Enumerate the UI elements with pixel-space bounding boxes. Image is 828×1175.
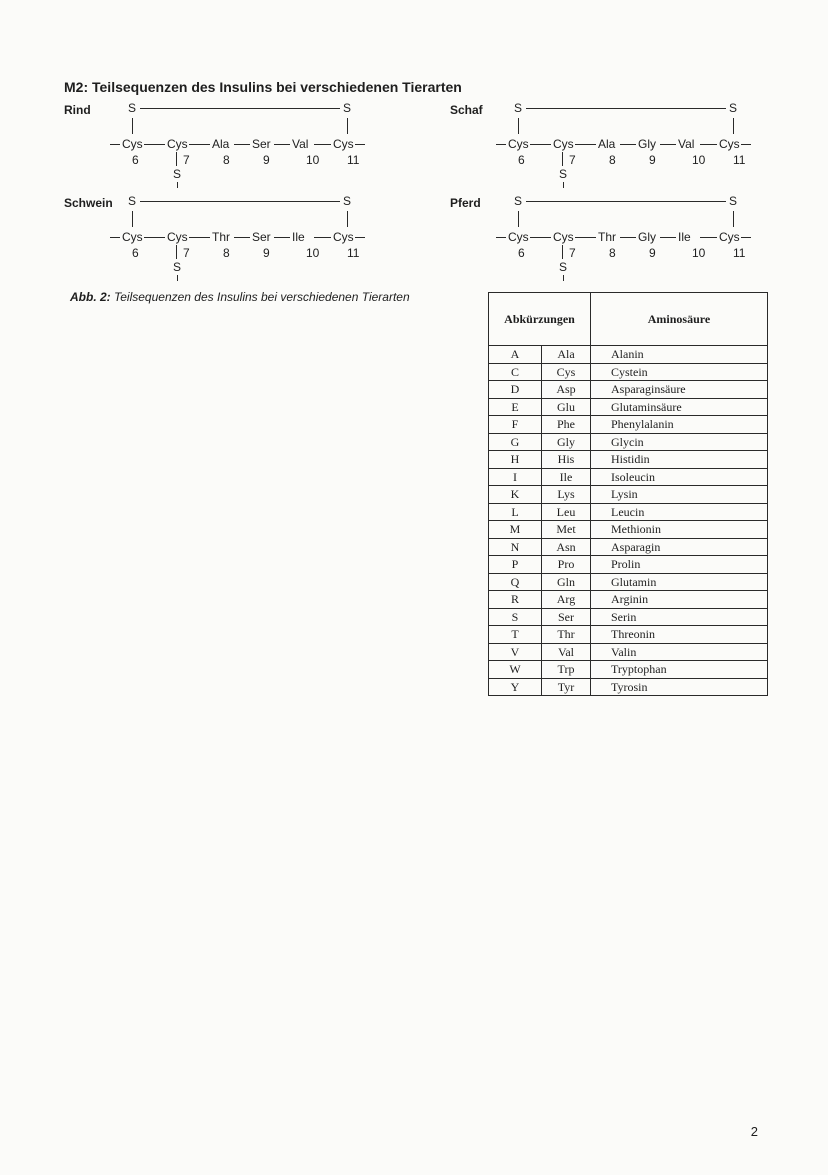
figure-caption <box>70 290 410 304</box>
position-number: 7 <box>183 246 190 260</box>
bond-line <box>518 118 519 134</box>
peptide-bond <box>274 237 290 238</box>
peptide-bond <box>741 144 751 145</box>
residue: Ile <box>292 230 305 244</box>
peptide-bond <box>660 237 676 238</box>
bond-line <box>563 275 564 281</box>
three-letter-code: Cys <box>542 363 591 381</box>
residue: Gly <box>638 230 656 244</box>
residue: Cys <box>167 137 188 151</box>
amino-acid-table <box>488 292 768 696</box>
peptide-bond <box>620 237 636 238</box>
table-row <box>489 363 768 381</box>
peptide-bond <box>496 237 506 238</box>
table-header-row <box>489 293 768 346</box>
one-letter-code: C <box>489 363 542 381</box>
three-letter-code: Ala <box>542 346 591 364</box>
peptide-bond <box>355 144 365 145</box>
peptide-bond <box>496 144 506 145</box>
residue: Cys <box>719 230 740 244</box>
peptide-bond <box>314 237 331 238</box>
sulfur-atom: S <box>128 101 137 115</box>
sulfur-atom: S <box>559 260 568 274</box>
one-letter-code: F <box>489 416 542 434</box>
sulfur-atom: S <box>559 167 568 181</box>
one-letter-code: W <box>489 661 542 679</box>
table-row <box>489 661 768 679</box>
position-number: 6 <box>132 246 139 260</box>
bond-line <box>518 211 519 227</box>
residue: Cys <box>122 230 143 244</box>
position-number: 8 <box>223 153 230 167</box>
table-row <box>489 398 768 416</box>
animal-label: Schwein <box>64 196 113 210</box>
amino-acid-name: Phenylalanin <box>591 416 768 434</box>
peptide-bond <box>660 144 676 145</box>
three-letter-code: Ile <box>542 468 591 486</box>
residue: Ala <box>212 137 230 151</box>
one-letter-code: G <box>489 433 542 451</box>
sulfur-atom: S <box>343 101 352 115</box>
amino-acid-name: Isoleucin <box>591 468 768 486</box>
three-letter-code: Gly <box>542 433 591 451</box>
table-row <box>489 468 768 486</box>
position-number: 6 <box>132 153 139 167</box>
amino-acid-table-container <box>488 292 768 696</box>
one-letter-code: L <box>489 503 542 521</box>
table-row <box>489 521 768 539</box>
three-letter-code: Pro <box>542 556 591 574</box>
bond-line <box>176 152 177 166</box>
amino-acid-name: Alanin <box>591 346 768 364</box>
three-letter-code: Gln <box>542 573 591 591</box>
residue: Cys <box>553 230 574 244</box>
table-row <box>489 433 768 451</box>
sequence-pferd <box>446 193 746 293</box>
peptide-bond <box>189 237 210 238</box>
three-letter-code: Thr <box>542 626 591 644</box>
peptide-bond <box>144 144 165 145</box>
one-letter-code: H <box>489 451 542 469</box>
three-letter-code: Lys <box>542 486 591 504</box>
amino-acid-name: Threonin <box>591 626 768 644</box>
three-letter-code: Val <box>542 643 591 661</box>
bond-line <box>562 245 563 259</box>
bond-line <box>132 118 133 134</box>
table-row <box>489 591 768 609</box>
animal-label: Rind <box>64 103 91 117</box>
peptide-bond <box>530 144 551 145</box>
residue: Val <box>678 137 695 151</box>
amino-acid-name: Leucin <box>591 503 768 521</box>
bond-line <box>563 182 564 188</box>
bond-line <box>177 182 178 188</box>
one-letter-code: I <box>489 468 542 486</box>
disulfide-bridge-line <box>140 201 340 202</box>
position-number: 6 <box>518 246 525 260</box>
figure-caption-label: Abb. 2: <box>70 290 111 304</box>
disulfide-bridge-line <box>140 108 340 109</box>
table-row <box>489 503 768 521</box>
residue: Cys <box>719 137 740 151</box>
position-number: 9 <box>263 153 270 167</box>
animal-label: Pferd <box>450 196 481 210</box>
table-row <box>489 416 768 434</box>
table-row <box>489 573 768 591</box>
peptide-bond <box>575 144 596 145</box>
amino-acid-name: Glycin <box>591 433 768 451</box>
sulfur-atom: S <box>173 260 182 274</box>
residue: Ile <box>678 230 691 244</box>
amino-acid-name: Methionin <box>591 521 768 539</box>
three-letter-code: Trp <box>542 661 591 679</box>
residue: Gly <box>638 137 656 151</box>
position-number: 9 <box>263 246 270 260</box>
one-letter-code: E <box>489 398 542 416</box>
amino-acid-name: Glutaminsäure <box>591 398 768 416</box>
three-letter-code: Ser <box>542 608 591 626</box>
table-row <box>489 451 768 469</box>
page-number: 2 <box>750 1124 758 1139</box>
peptide-bond <box>234 237 250 238</box>
figure-caption-text: Teilsequenzen des Insulins bei verschiedenen Tierarten <box>114 290 410 304</box>
three-letter-code: Asn <box>542 538 591 556</box>
amino-acid-name: Cystein <box>591 363 768 381</box>
position-number: 10 <box>692 153 706 167</box>
one-letter-code: N <box>489 538 542 556</box>
bond-line <box>733 118 734 134</box>
three-letter-code: Leu <box>542 503 591 521</box>
peptide-bond <box>234 144 250 145</box>
position-number: 8 <box>609 246 616 260</box>
three-letter-code: Arg <box>542 591 591 609</box>
header-abbreviations: Abkürzungen <box>489 293 591 346</box>
table-body <box>489 346 768 696</box>
header-amino-acid: Aminosäure <box>591 293 768 346</box>
disulfide-bridge-line <box>526 108 726 109</box>
residue: Cys <box>553 137 574 151</box>
peptide-bond <box>314 144 331 145</box>
table-row <box>489 486 768 504</box>
table-row <box>489 626 768 644</box>
one-letter-code: M <box>489 521 542 539</box>
amino-acid-name: Tyrosin <box>591 678 768 696</box>
bond-line <box>177 275 178 281</box>
one-letter-code: K <box>489 486 542 504</box>
amino-acid-name: Prolin <box>591 556 768 574</box>
bond-line <box>347 118 348 134</box>
sequence-schaf <box>446 100 746 200</box>
position-number: 11 <box>347 246 360 260</box>
three-letter-code: Phe <box>542 416 591 434</box>
residue: Cys <box>508 230 529 244</box>
position-number: 8 <box>609 153 616 167</box>
one-letter-code: S <box>489 608 542 626</box>
three-letter-code: Tyr <box>542 678 591 696</box>
residue: Ala <box>598 137 616 151</box>
one-letter-code: P <box>489 556 542 574</box>
amino-acid-name: Glutamin <box>591 573 768 591</box>
table-row <box>489 556 768 574</box>
residue: Cys <box>333 137 354 151</box>
position-number: 10 <box>692 246 706 260</box>
residue: Cys <box>508 137 529 151</box>
three-letter-code: His <box>542 451 591 469</box>
residue: Cys <box>333 230 354 244</box>
bond-line <box>347 211 348 227</box>
bond-line <box>176 245 177 259</box>
one-letter-code: A <box>489 346 542 364</box>
peptide-bond <box>620 144 636 145</box>
position-number: 10 <box>306 246 320 260</box>
position-number: 11 <box>733 246 746 260</box>
residue: Thr <box>212 230 230 244</box>
peptide-bond <box>741 237 751 238</box>
residue: Cys <box>122 137 143 151</box>
one-letter-code: V <box>489 643 542 661</box>
position-number: 6 <box>518 153 525 167</box>
table-row <box>489 643 768 661</box>
position-number: 8 <box>223 246 230 260</box>
sequence-rind <box>60 100 360 200</box>
peptide-bond <box>355 237 365 238</box>
amino-acid-name: Serin <box>591 608 768 626</box>
sulfur-atom: S <box>343 194 352 208</box>
residue: Val <box>292 137 309 151</box>
amino-acid-name: Lysin <box>591 486 768 504</box>
peptide-bond <box>144 237 165 238</box>
peptide-bond <box>575 237 596 238</box>
peptide-bond <box>110 237 120 238</box>
amino-acid-name: Asparaginsäure <box>591 381 768 399</box>
table-row <box>489 608 768 626</box>
bond-line <box>562 152 563 166</box>
sulfur-atom: S <box>514 101 523 115</box>
position-number: 11 <box>733 153 746 167</box>
peptide-bond <box>700 237 717 238</box>
one-letter-code: T <box>489 626 542 644</box>
amino-acid-name: Tryptophan <box>591 661 768 679</box>
peptide-bond <box>189 144 210 145</box>
one-letter-code: Y <box>489 678 542 696</box>
one-letter-code: Q <box>489 573 542 591</box>
peptide-bond <box>530 237 551 238</box>
position-number: 9 <box>649 153 656 167</box>
position-number: 9 <box>649 246 656 260</box>
table-row <box>489 346 768 364</box>
peptide-bond <box>700 144 717 145</box>
page-title: M2: Teilsequenzen des Insulins bei verschiedenen Tierarten <box>64 79 462 95</box>
one-letter-code: R <box>489 591 542 609</box>
animal-label: Schaf <box>450 103 483 117</box>
sulfur-atom: S <box>729 101 738 115</box>
sulfur-atom: S <box>173 167 182 181</box>
bond-line <box>733 211 734 227</box>
sulfur-atom: S <box>729 194 738 208</box>
residue: Cys <box>167 230 188 244</box>
residue: Ser <box>252 230 271 244</box>
residue: Thr <box>598 230 616 244</box>
position-number: 10 <box>306 153 320 167</box>
position-number: 11 <box>347 153 360 167</box>
peptide-bond <box>274 144 290 145</box>
amino-acid-name: Asparagin <box>591 538 768 556</box>
amino-acid-name: Histidin <box>591 451 768 469</box>
table-row <box>489 381 768 399</box>
residue: Ser <box>252 137 271 151</box>
three-letter-code: Asp <box>542 381 591 399</box>
table-row <box>489 678 768 696</box>
peptide-bond <box>110 144 120 145</box>
sulfur-atom: S <box>514 194 523 208</box>
sulfur-atom: S <box>128 194 137 208</box>
three-letter-code: Met <box>542 521 591 539</box>
position-number: 7 <box>569 153 576 167</box>
table-row <box>489 538 768 556</box>
disulfide-bridge-line <box>526 201 726 202</box>
amino-acid-name: Valin <box>591 643 768 661</box>
position-number: 7 <box>183 153 190 167</box>
one-letter-code: D <box>489 381 542 399</box>
three-letter-code: Glu <box>542 398 591 416</box>
bond-line <box>132 211 133 227</box>
sequence-schwein <box>60 193 360 293</box>
position-number: 7 <box>569 246 576 260</box>
amino-acid-name: Arginin <box>591 591 768 609</box>
